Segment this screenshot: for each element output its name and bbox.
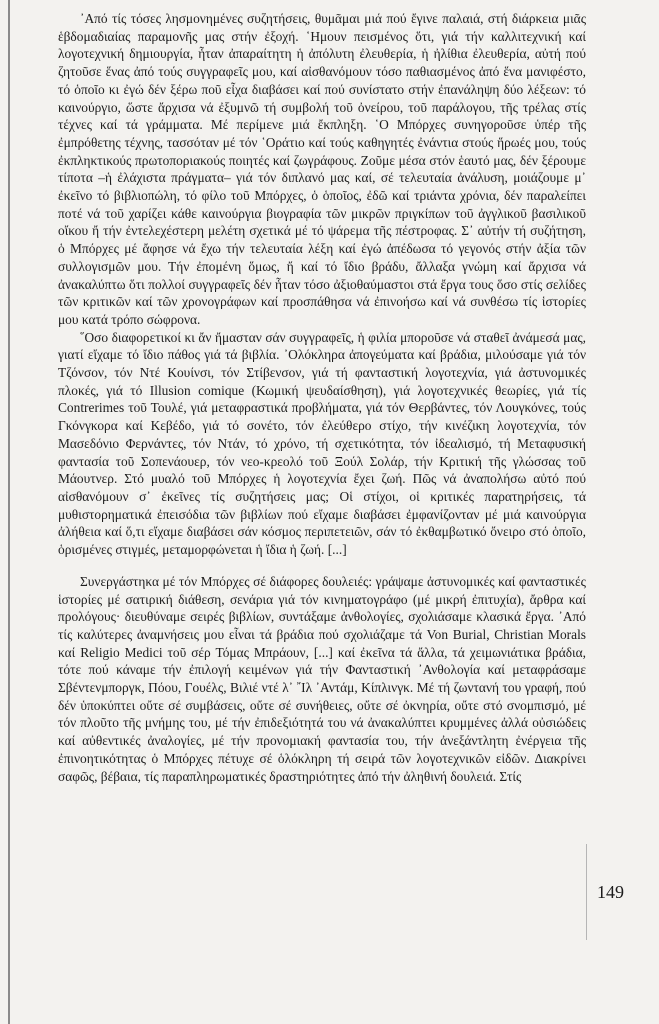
paragraph-2: ῞Οσο διαφορετικοί κι ἄν ἤμασταν σάν συγγραφεῖς, ἡ φιλία μποροῦσε νά σταθεῖ ἀνάμεσά μας, γιατί εἴχαμε τό ἴδιο πάθος γιά τά βιβλία. ᾿Ολόκληρα ἀπογεύματα καί βράδια, μιλούσαμε γιά τόν Τζόνσον, τόν Ντέ Κουίνσι, τόν Στίβενσον, γιά τή φανταστική λογοτεχνία, γιά ἀστυνομικές πλοκές, γιά τό Illusion comique (Κωμική ψευδαίσθηση), γιά λογοτεχνικές θεωρίες, γιά τίς Contrerimes τοῦ Τουλέ, γιά μεταφραστικά προβλήματα, γιά τόν Θερβάντες, τόν Λουγκόνες, τούς Γκόνγκορα καί Κεβέδο, γιά τό σονέτο, τόν ἐλεύθερο στίχο, τήν κινέζικη λογοτεχνία, τόν Μασεδόνιο Φερνάντες, τόν Ντάν, τό χρόνο, τή σχετικότητα, τόν ἰδεαλισμό, τή Μεταφυσική φαντασία τοῦ Σοπενάουερ, τόν νεο-κρεολό τοῦ Ξούλ Σολάρ, τήν Κριτική τῆς γλώσσας τοῦ Μάουτνερ. Στό μυαλό τοῦ Μπόρχες ἡ λογοτεχνία ἔχει ζωή. Πῶς νά ἀναπολήσω αὐτό πού αἰσθανόμουν σ᾽ ἐκεῖνες τίς συζητήσεις μας; Οἱ στίχοι, οἱ κριτικές παρατηρήσεις, τά μυθιστορηματικά ἐπεισόδια τῶν βιβλίων πού εἴχαμε διαβάσει ἐμφανίζονταν μέ μιά καινούργια ἀλήθεια καί ὅ,τι εἴχαμε διαβάσει σάν κόσμος περιπετειῶν, σάν τό ἐκθαμβωτικό ὄνειρο στό ὁποῖο, ὁρισμένες στιγμές, μεταμορφώνεται ἡ ἴδια ἡ ζωή. [...]	[58, 329, 586, 558]
binding-edge-line	[8, 0, 10, 1024]
paragraph-1: ᾽Από τίς τόσες λησμονημένες συζητήσεις, θυμᾶμαι μιά πού ἔγινε παλαιά, στή διάρκεια μιᾶς ἑβδομαδιαίας παραμονῆς μας στήν ἐξοχή. ῾Ημουν πεισμένος ὅτι, γιά τήν καλλιτεχνική καί λογοτεχνική δημιουργία, ἦταν ἀπαραίτητη ἡ ἀπόλυτη ἐλευθερία, ἡ ἠλίθια ἐλευθερία, αὐτή πού ζητοῦσε ἕνας ἀπό τούς συγγραφεῖς μου, καί αἰσθανόμουν τόσο παθιασμένος ἀπό ἕνα μανιφέστο, τό ὁποῖο κι ἐγώ δέν ξέρω ποῦ εἶχα διαβάσει καί πού συνίστατο στήν ἐπανάληψη δύο λέξεων: τό καινούργιο, ὥστε ἄρχισα νά ἐξυμνῶ τή συμβολή τοῦ ὀνείρου, τοῦ παράλογου, τῆς τρέλας στίς τέχνες καί τά γράμματα. Μέ περίμενε μιά ἔκπληξη. ῾Ο Μπόρχες συνηγοροῦσε ὑπέρ τῆς ἐμπρόθετης τέχνης, τασσόταν μέ τόν ῾Οράτιο καί τούς καθηγητές ἐνάντια στούς ἥρωές μου, τούς ἐκπληκτικούς πρωτοποριακούς ποιητές καί ζωγράφους. Ζοῦμε μέσα στόν ἑαυτό μας, δέν ξέρουμε τίποτα –ἡ ἐλάχιστα πράγματα– γιά τόν διπλανό μας καί, σέ τελευταία ἀνάλυση, μοιάζουμε μ᾽ ἐκεῖνο τό βιβλιοπώλη, τό φίλο τοῦ Μπόρχες, ὁ ὁποῖος, ἐδῶ καί τριάντα χρόνια, δέν παραλείπει ποτέ νά τοῦ χαρίζει κάθε καινούργια βιογραφία τῶν μικρῶν πριγκίπων τοῦ ἀγγλικοῦ βασιλικοῦ οἴκου ἤ τήν ἐντελεχέστερη μελέτη σχετικά μέ τό ψάρεμα τῆς πέστροφας. Σ᾽ αὐτήν τή συζήτηση, ὁ Μπόρχες μέ ἄφησε νά ἔχω τήν τελευταία λέξη καί ἐγώ ἀπέδωσα τό γεγονός στήν ἀξία τῶν συλλογισμῶν μου. Τήν ἐπομένη ὅμως, ἤ καί τό ἴδιο βράδυ, ἄλλαξα γνώμη καί ἄρχισα νά ἀνακαλύπτω ὅτι πολλοί συγγραφεῖς δέν ἦταν τόσο ἀξιοθαύμαστοι στά ἔργα τους ὅσο στίς σελίδες τῶν κριτικῶν καί τῶν χρονογράφων καί προσπάθησα νά ἐπινοήσω καί νά συνθέσω τίς ἱστορίες μου κατά τρόπο σώφρονα.	[58, 11, 586, 327]
page-number: 149	[597, 882, 624, 902]
paragraph-3: Συνεργάστηκα μέ τόν Μπόρχες σέ διάφορες δουλειές: γράψαμε ἀστυνομικές καί φανταστικές ἱστορίες μέ σατιρική διάθεση, σενάρια γιά τόν κινηματογράφο (μέ μικρή ἐπιτυχία), ἄρθρα καί προλόγους· διευθύναμε σειρές βιβλίων, συντάξαμε ἀνθολογίες, σχολιάσαμε κλασικά ἔργα. ᾿Από τίς καλύτερες ἀναμνήσεις μου εἶναι τά βράδια πού σχολιάζαμε τά Von Burial, Christian Morals καί Religio Medici τοῦ σέρ Τόμας Μπράουν, [...] καί ἐκεῖνα τά ἄλλα, τά χειμωνιάτικα βράδια, τότε πού κάναμε τήν ἐπιλογή κειμένων γιά τήν Φανταστική ᾿Ανθολογία καί μεταφράσαμε Σβέντενμποργκ, Πόου, Γουέλς, Βιλιέ ντέ λ᾽ ῎Ιλ ᾽Αντάμ, Κίπλινγκ. Μέ τή ζωντανή του γραφή, πού δέν ὑποκύπτει οὔτε σέ συμβάσεις, οὔτε σέ συνήθειες, οὔτε σέ ὀκνηρία, οὔτε στό σνομπισμό, μέ τόν πλοῦτο τῆς μνήμης του, μέ τήν ἐπιδεξιότητά του νά ἀνακαλύπτει κρυμμένες ἀλλά οὐσιώδεις καί αὐθεντικές ἀναλογίες, μέ τήν προνομιακή φαντασία του, τήν ἀνεξάντλητη ἐνέργεια τῆς ἐπινοητικότητας ὁ Μπόρχες πέτυχε σέ ὁλόκληρη τή σειρά τῶν λογοτεχνικῶν εἰδῶν. Διακρίνει σαφῶς, βέβαια, τίς παραπληρωματικές δραστηριότητες ἀπό τήν ἀληθινή δουλειά. Στίς	[58, 573, 586, 784]
margin-rule	[586, 844, 587, 940]
text-column	[58, 10, 586, 785]
